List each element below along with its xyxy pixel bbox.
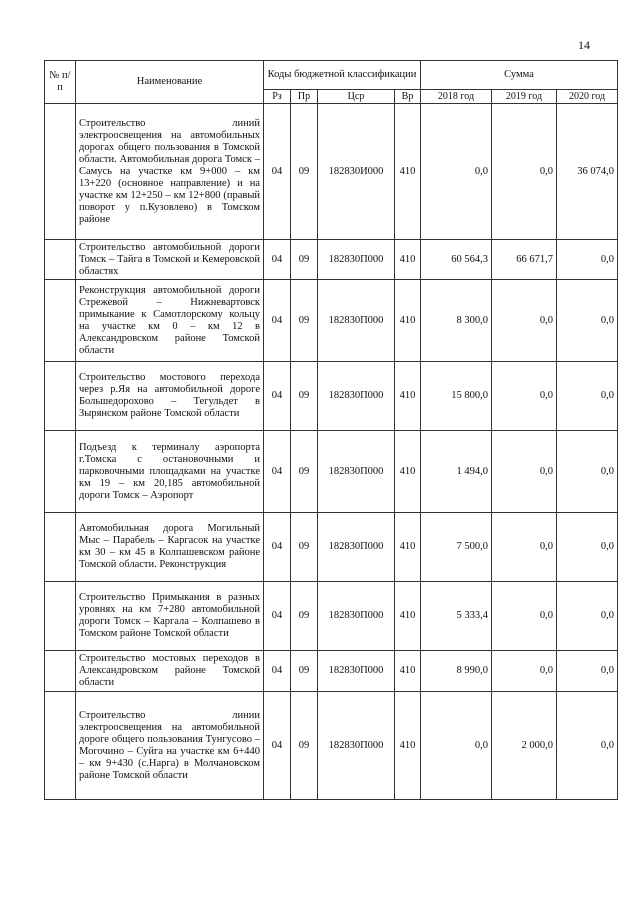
table-row [45,104,618,240]
cell-vr: 410 [395,362,421,431]
cell-vr: 410 [395,582,421,651]
cell-pr: 09 [291,582,318,651]
cell-2019: 66 671,7 [492,240,557,280]
table-row [45,240,618,280]
table-row [45,280,618,362]
cell-2020: 0,0 [557,692,618,800]
table-row [45,513,618,582]
cell-vr: 410 [395,104,421,240]
table-row [45,431,618,513]
cell-2019: 0,0 [492,104,557,240]
cell-2018: 8 990,0 [421,651,492,692]
cell-2019: 0,0 [492,651,557,692]
cell-num [45,280,76,362]
cell-rz: 04 [264,582,291,651]
cell-name: Строительство мостовых переходов в Александровском районе Томской области [76,651,264,692]
cell-rz: 04 [264,692,291,800]
cell-name: Строительство линий электроосвещения на автомобильных дорогах общего пользования в Томской области. Автомобильная дорога Томск – Самусь на участке км 9+000 – км 13+220 (основное направление) и на участке км 12+250 – км 12+800 (правый поворот у п.Кузовлево) в Томском районе [76,104,264,240]
cell-num [45,582,76,651]
header-name: Наименование [76,61,264,104]
cell-2020: 0,0 [557,240,618,280]
header-codes: Коды бюджетной классификации [264,61,421,90]
cell-2019: 0,0 [492,513,557,582]
table-row [45,692,618,800]
cell-rz: 04 [264,513,291,582]
cell-vr: 410 [395,280,421,362]
header-rz: Рз [264,90,291,104]
cell-name: Строительство Примыкания в разных уровнях на км 7+280 автомобильной дороги Томск – Каргала – Колпашево в Томском районе Томской области [76,582,264,651]
page-number: 14 [578,38,590,52]
cell-csr: 182830П000 [318,651,395,692]
cell-name: Строительство линии электроосвещения на автомобильной дороге общего пользования Тунгусово – Могочино – Суйга на участке км 6+440 – км 9+430 (с.Нарга) в Молчановском районе Томской области [76,692,264,800]
cell-2019: 2 000,0 [492,692,557,800]
header-2018: 2018 год [421,90,492,104]
table-row [45,362,618,431]
cell-pr: 09 [291,104,318,240]
cell-num [45,651,76,692]
cell-vr: 410 [395,240,421,280]
cell-csr: 182830И000 [318,104,395,240]
table-row [45,582,618,651]
cell-rz: 04 [264,240,291,280]
budget-table [44,60,618,800]
cell-vr: 410 [395,692,421,800]
header-num: № п/п [45,61,76,104]
cell-2020: 0,0 [557,513,618,582]
cell-rz: 04 [264,280,291,362]
cell-num [45,362,76,431]
cell-2019: 0,0 [492,280,557,362]
cell-pr: 09 [291,280,318,362]
cell-name: Автомобильная дорога Могильный Мыс – Парабель – Каргасок на участке км 30 – км 45 в Колпашевском районе Томской области. Реконструкция [76,513,264,582]
cell-name: Реконструкция автомобильной дороги Стрежевой – Нижневартовск примыкание к Самотлорскому кольцу на участке км 0 – км 12 в Александровском районе Томской области [76,280,264,362]
cell-num [45,513,76,582]
cell-name: Подъезд к терминалу аэропорта г.Томска с остановочными и парковочными площадками на участке км 19 – км 20,185 автомобильной дороги Томск – Аэропорт [76,431,264,513]
cell-2019: 0,0 [492,362,557,431]
cell-pr: 09 [291,431,318,513]
cell-pr: 09 [291,513,318,582]
cell-rz: 04 [264,362,291,431]
cell-name: Строительство мостового перехода через р.Яя на автомобильной дороге Большедорохово – Тегульдет в Зырянском районе Томской области [76,362,264,431]
cell-pr: 09 [291,692,318,800]
cell-csr: 182830П000 [318,240,395,280]
cell-num [45,240,76,280]
cell-num [45,431,76,513]
cell-2018: 1 494,0 [421,431,492,513]
cell-2020: 0,0 [557,651,618,692]
cell-pr: 09 [291,362,318,431]
cell-vr: 410 [395,431,421,513]
header-vr: Вр [395,90,421,104]
cell-csr: 182830П000 [318,513,395,582]
cell-pr: 09 [291,651,318,692]
header-sum: Сумма [421,61,618,90]
cell-2018: 7 500,0 [421,513,492,582]
cell-2020: 0,0 [557,362,618,431]
cell-csr: 182830П000 [318,582,395,651]
cell-csr: 182830П000 [318,280,395,362]
cell-rz: 04 [264,651,291,692]
cell-num [45,104,76,240]
cell-csr: 182830П000 [318,362,395,431]
cell-vr: 410 [395,513,421,582]
cell-2018: 60 564,3 [421,240,492,280]
cell-2018: 0,0 [421,104,492,240]
cell-2020: 0,0 [557,280,618,362]
header-pr: Пр [291,90,318,104]
cell-2020: 36 074,0 [557,104,618,240]
cell-2018: 5 333,4 [421,582,492,651]
cell-name: Строительство автомобильной дороги Томск – Тайга в Томской и Кемеровской областях [76,240,264,280]
table-row [45,651,618,692]
table-body [45,104,618,800]
cell-2019: 0,0 [492,582,557,651]
header-2020: 2020 год [557,90,618,104]
cell-pr: 09 [291,240,318,280]
header-2019: 2019 год [492,90,557,104]
cell-rz: 04 [264,104,291,240]
cell-2019: 0,0 [492,431,557,513]
cell-num [45,692,76,800]
cell-2020: 0,0 [557,431,618,513]
cell-2018: 8 300,0 [421,280,492,362]
cell-2018: 0,0 [421,692,492,800]
header-csr: Цср [318,90,395,104]
cell-rz: 04 [264,431,291,513]
cell-2020: 0,0 [557,582,618,651]
cell-vr: 410 [395,651,421,692]
cell-2018: 15 800,0 [421,362,492,431]
cell-csr: 182830П000 [318,692,395,800]
cell-csr: 182830П000 [318,431,395,513]
